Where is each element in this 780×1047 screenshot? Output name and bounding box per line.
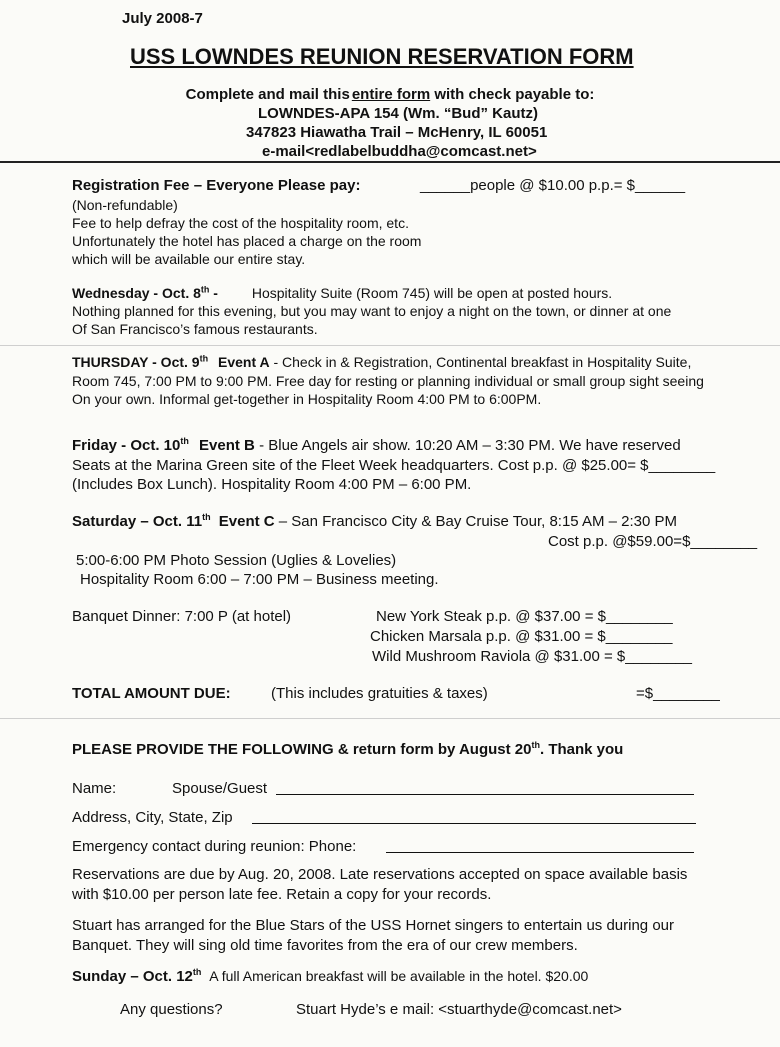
sunday-line <box>72 968 588 985</box>
thursday-desc-1: Room 745, 7:00 PM to 9:00 PM. Free day for resting or planning individual or small group sight seeing <box>72 373 704 389</box>
business-meeting: Hospitality Room 6:00 – 7:00 PM – Business meeting. <box>80 571 439 588</box>
total-note: (This includes gratuities & taxes) <box>271 685 488 702</box>
saturday-cost: Cost p.p. @$59.00=$________ <box>548 533 758 550</box>
questions-label: Any questions? <box>120 1001 223 1018</box>
banquet-option-steak: New York Steak p.p. @ $37.00 = $________ <box>376 608 673 625</box>
wednesday-day: Wednesday - Oct. 8th - <box>72 284 218 301</box>
mailing-address: 347823 Hiawatha Trail – McHenry, IL 60051 <box>246 124 548 141</box>
entertainment-note-2: Banquet. They will sing old time favorites from the era of our crew members. <box>72 937 578 954</box>
friday-event: - Blue Angels air show. 10:20 AM – 3:30 PM. We have reserved <box>254 437 681 454</box>
registration-fee-line <box>420 177 685 194</box>
banquet-option-ravioli: Wild Mushroom Raviola @ $31.00 = $________ <box>372 648 692 665</box>
reservation-note-2: with $10.00 per person late fee. Retain a copy for your records. <box>72 886 492 903</box>
thursday-line <box>72 354 691 370</box>
friday-line <box>72 437 681 454</box>
friday-day: Friday - Oct. 10th <box>72 436 189 454</box>
banquet-option-chicken: Chicken Marsala p.p. @ $31.00 = $________ <box>370 628 673 645</box>
non-refundable-note: (Non-refundable) <box>72 197 178 213</box>
reservation-note-1: Reservations are due by Aug. 20, 2008. Late reservations accepted on space available basis <box>72 866 688 883</box>
address-field[interactable] <box>252 811 696 824</box>
instructions-text: Complete and mail this <box>185 86 350 103</box>
form-title: USS LOWNDES REUNION RESERVATION FORM <box>130 44 634 69</box>
saturday-event: – San Francisco City & Bay Cruise Tour, 8:15 AM – 2:30 PM <box>274 513 678 530</box>
registration-desc-2: Unfortunately the hotel has placed a charge on the room <box>72 233 422 249</box>
spouse-guest-field[interactable] <box>276 782 694 795</box>
people-count-blank[interactable]: ______ <box>420 177 471 194</box>
payee: LOWNDES-APA 154 (Wm. “Bud” Kautz) <box>258 105 538 122</box>
fee-amount-blank[interactable]: ______ <box>635 177 686 194</box>
name-label: Name: <box>72 780 117 797</box>
form-date: July 2008-7 <box>122 10 203 27</box>
wednesday-desc-1: Nothing planned for this evening, but you may want to enjoy a night on the town, or dinner at one <box>72 303 672 319</box>
total-amount[interactable]: =$________ <box>636 685 720 702</box>
wednesday-desc-2: Of San Francisco’s famous restaurants. <box>72 321 318 337</box>
registration-desc-1: Fee to help defray the cost of the hospitality room, etc. <box>72 215 409 231</box>
thursday-event: - Check in & Registration, Continental breakfast in Hospitality Suite, <box>269 354 692 370</box>
emergency-phone-field[interactable] <box>386 840 694 853</box>
address-label: Address, City, State, Zip <box>72 809 233 826</box>
event-b-label: Event B <box>199 437 255 454</box>
thursday-day: THURSDAY - Oct. 9th <box>72 353 209 370</box>
registration-desc-3: which will be available our entire stay. <box>72 251 306 267</box>
instructions-text-end: with check payable to: <box>434 86 595 103</box>
mail-instructions <box>0 86 780 103</box>
thursday-desc-2: On your own. Informal get-together in Hospitality Room 4:00 PM to 6:00PM. <box>72 391 542 407</box>
sunday-event: A full American breakfast will be available in the hotel. $20.00 <box>209 968 589 984</box>
saturday-line <box>72 513 677 530</box>
sunday-day: Sunday – Oct. 12th <box>72 967 202 985</box>
saturday-day: Saturday – Oct. 11th <box>72 512 211 530</box>
friday-desc-2: (Includes Box Lunch). Hospitality Room 4:00 PM – 6:00 PM. <box>72 476 472 493</box>
faint-fold-1 <box>0 345 780 346</box>
event-c-label: Event C <box>218 513 275 530</box>
emergency-label: Emergency contact during reunion: Phone: <box>72 838 357 855</box>
event-a-label: Event A <box>217 354 270 370</box>
questions-contact[interactable]: Stuart Hyde’s e mail: <stuarthyde@comcast.net> <box>296 1001 622 1018</box>
contact-email: e-mail<redlabelbuddha@comcast.net> <box>262 143 537 160</box>
provide-heading: PLEASE PROVIDE THE FOLLOWING & return form by August 20th. Thank you <box>72 740 624 758</box>
photo-session: 5:00-6:00 PM Photo Session (Uglies & Lovelies) <box>76 552 397 569</box>
header-divider <box>0 161 780 163</box>
spouse-guest-label: Spouse/Guest <box>172 780 268 797</box>
faint-fold-2 <box>0 718 780 719</box>
wednesday-line <box>72 285 612 301</box>
wednesday-event: Hospitality Suite (Room 745) will be open at posted hours. <box>251 285 613 301</box>
total-label: TOTAL AMOUNT DUE: <box>72 685 231 702</box>
entire-form-emphasis: entire form <box>351 86 431 103</box>
entertainment-note-1: Stuart has arranged for the Blue Stars of the USS Hornet singers to entertain us during our <box>72 917 674 934</box>
fee-text: people @ $10.00 p.p.= $ <box>470 177 636 194</box>
registration-label: Registration Fee – Everyone Please pay: <box>72 177 361 194</box>
friday-desc-1: Seats at the Marina Green site of the Fleet Week headquarters. Cost p.p. @ $25.00= $________ <box>72 457 716 474</box>
banquet-label: Banquet Dinner: 7:00 P (at hotel) <box>72 608 292 625</box>
